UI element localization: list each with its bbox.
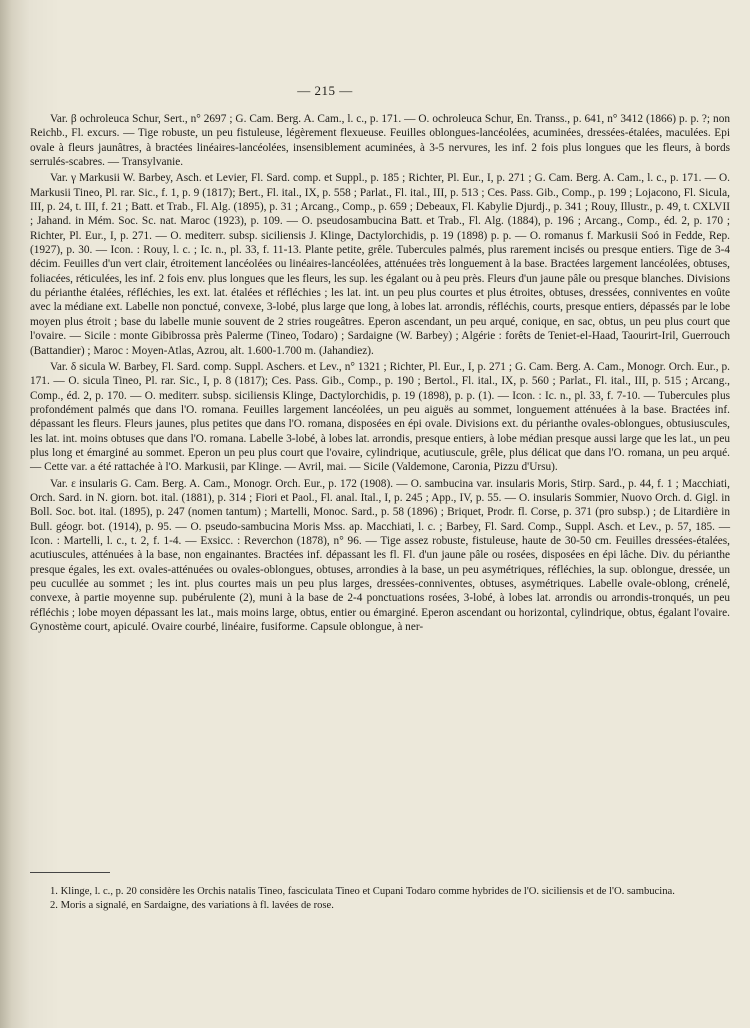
paragraph-var-epsilon-insularis: Var. ε insularis G. Cam. Berg. A. Cam., Monogr. Orch. Eur., p. 172 (1908). — O. sambucina var. insularis Moris, Stirp. Sard., p. 44, f. 1 ; Macchiati, Orch. Sard. in N. giorn. bot. ital. (1881), p. 314 ; Fiori et Paol., Fl. anal. Ital., I, p. 245 ; App., IV, p. 55. — O. insularis Sommier, Nuovo Orch. d. Gigl. in Boll. Soc. bot. ital. (1895), p. 247 (nomen tantum) ; Martelli, Monoc. Sard., p. 58 (1896) ; Briquet, Prodr. fl. Corse, p. 371 (pro subsp.) ; de Litardière in Bull. géogr. bot. (1914), p. 95. — O. pseudo-sambucina Moris Mss. ap. Macchiati, l. c. ; Barbey, Fl. Sard. Comp., Suppl. Asch. et Lev., p. 57, 185. — Icon. : Martelli, l. c., t. 2, f. 1-4. — Exsicc. : Reverchon (1878), n° 96. — Tige assez robuste, fistuleuse, haute de 30-50 cm. Feuilles dressées-étalées, acutiuscules, atténuées à la base, non engainantes. Bractées inf. dépassant les fl. Fl. d'un jaune pâle ou rosées, disposées en épi lâche. Div. du périanthe presque égales, les ext. ovales-atténuées ou ovales-oblongues, obtuses, arrondies à la base, un peu asymétriques, réfléchies, la sup. oblongue, dressée, un peu cucullée au sommet ; les int. plus courtes mais un peu plus larges, dressées-conniventes, obtuses, asymétriques. Labelle ovale-oblong, crénelé, convexe, à partie moyenne sup. pubérulente (2), muni à la base de 2-4 ponctuations rosées, 3-lobé, à lobes lat. arrondis ou arrondis-tronqués, un peu réfléchis ; lobe moyen dépassant les lat., mais moins large, obtus, entier ou émarginé. Eperon ascendant ou horizontal, cylindrique, obtus, égalant l'ovaire. Gynostème court, apiculé. Ovaire courbé, linéaire, fusiforme. Capsule oblongue, à ner- xyxy=(30,477,730,634)
footnote-1: 1. Klinge, l. c., p. 20 considère les Orchis natalis Tineo, fasciculata Tineo et Cupani Todaro comme hybrides de l'O. siciliensis et de l'O. sambucina. xyxy=(50,886,675,897)
footnote-separator xyxy=(30,872,110,873)
paragraph-var-gamma-markusii: Var. γ Markusii W. Barbey, Asch. et Levier, Fl. Sard. comp. et Suppl., p. 185 ; Richter, Pl. Eur., I, p. 271 ; G. Cam. Berg. A. Cam., l. c., p. 171. — O. Markusii Tineo, Pl. rar. Sic., f. 1, p. 9 (1817); Bert., Fl. ital., IX, p. 558 ; Parlat., Fl. ital., III, p. 513 ; Ces. Pass. Gib., Comp., p. 199 ; Lojacono, Fl. Sicula, III, p. 24, t. III, f. 21 ; Batt. et Trab., Fl. Alg. (1895), p. 31 ; Arcang., Comp., p. 659 ; Debeaux, Fl. Kabylie Djurdj., p. 341 ; Rouy, Illustr., p. 49, t. CXLVII ; Jahand. in Mém. Soc. Sc. nat. Maroc (1923), p. 109. — O. pseudosambucina Batt. et Trab., Fl. Alg. (1884), p. 196 ; Arcang., Comp., éd. 2, p. 170 ; Richter, Pl. Eur., I, p. 271. — O. mediterr. subsp. siciliensis J. Klinge, Dactylorchidis, p. 19 (1898) p. p. — O. romanus f. Markusii Soó in Fedde, Rep. (1927), p. 30. — Icon. : Rouy, l. c. ; Ic. n., pl. 33, f. 11-13. Plante petite, grêle. Tubercules palmés, plus rarement incisés ou presque entiers. Tige de 3-4 décim. Feuilles d'un vert clair, étroitement lancéolées ou linéaires-lancéolées, atténuées très longuement à la base. Bractées largement lancéolées, obtuses, foliacées, réticulées, les inf. 2 fois env. plus longues que les fleurs, les sup. les égalant ou à peu près. Fleurs d'un jaune pâle ou presque blanches. Divisions du périanthe étalées, réfléchies, les ext. lat. étalées et réfléchies ; les lat. int. un peu plus courtes et plus étroites, obtuses, dressées, conniventes en voûte avec la médiane ext. Labelle non ponctué, convexe, 3-lobé, plus large que long, à lobes lat. arrondis, réfléchis, courts, presque entiers, dépassés par le lobe moyen plus étroit ; base du labelle munie souvent de 2 stries rougeâtres. Eperon ascendant, un peu arqué, conique, en sac, obtus, un peu plus court que l'ovaire. — Sicile : monte Gibibrossa près Palerme (Tineo, Todaro) ; Sardaigne (W. Barbey) ; Algérie : forêts de Teniet-el-Haad, Taourirt-Iril, Guerrouch (Battandier) ; Maroc : Moyen-Atlas, Azrou, alt. 1.600-1.700 m. (Jahandiez). xyxy=(30,172,730,357)
page-number: — 215 — xyxy=(297,83,353,98)
paragraph-var-beta-ochroleuca: Var. β ochroleuca Schur, Sert., n° 2697 ; G. Cam. Berg. A. Cam., l. c., p. 171. — O. ochroleuca Schur, En. Transs., p. 641, n° 3412 (1866) p. p. ?; non Reichb., Fl. excurs. — Tige robuste, un peu fistuleuse, légèrement flexueuse. Feuilles oblongues-lancéolées, acuminées, dressées-étalées, maculées. Epi ovale à fleurs jaunâtres, à bractées linéaires-lancéolées, insensiblement acuminées, à 3-5 nervures, les inf. 2 fois plus longues que les fleurs, à bords serrulés-scabres. — Transylvanie. xyxy=(30,113,730,169)
footnote-2: 2. Moris a signalé, en Sardaigne, des variations à fl. lavées de rose. xyxy=(50,899,334,911)
main-text xyxy=(30,112,730,636)
paragraph-var-delta-sicula: Var. δ sicula W. Barbey, Fl. Sard. comp. Suppl. Aschers. et Lev., n° 1321 ; Richter, Pl. Eur., I, p. 271 ; G. Cam. Berg. A. Cam., Monogr. Orch. Eur., p. 171. — O. sicula Tineo, Pl. rar. Sic., I, p. 8 (1817); Ces. Pass. Gib., Comp., p. 190 ; Bertol., Fl. ital., IX, p. 560 ; Parlat., Fl. ital., III, p. 515 ; Arcang., Comp., éd. 2, p. 170. — O. mediterr. subsp. siciliensis Klinge, Dactylorchidis, p. 19 (1898), p. p. (1). — Icon. : Ic. n., pl. 33, f. 7-10. — Tubercules plus profondément palmés que dans l'O. romana. Feuilles largement lancéolées, un peu aiguës au sommet, longuement atténuées à la base. Bractées inf. dépassant les fleurs. Fleurs jaunes, plus petites que dans l'O. romana, disposées en épi ovale. Divisions ext. du périanthe ovales-oblongues, obtusiuscules, les lat. int. moins obtuses que dans l'O. romana. Labelle 3-lobé, à lobes lat. arrondis, presque entiers, à lobe médian presque aussi large que les lat., un peu plus long et émarginé au sommet. Eperon un peu plus court que l'ovaire, cylindrique, acutiuscule, grêle, plus délicat que dans l'O. romana, un peu arqué. — Cette var. a été rattachée à l'O. Markusii, par Klinge. — Avril, mai. — Sicile (Valdemone, Caronia, Pizzu d'Ursu). xyxy=(30,360,730,474)
footnotes xyxy=(30,885,730,912)
